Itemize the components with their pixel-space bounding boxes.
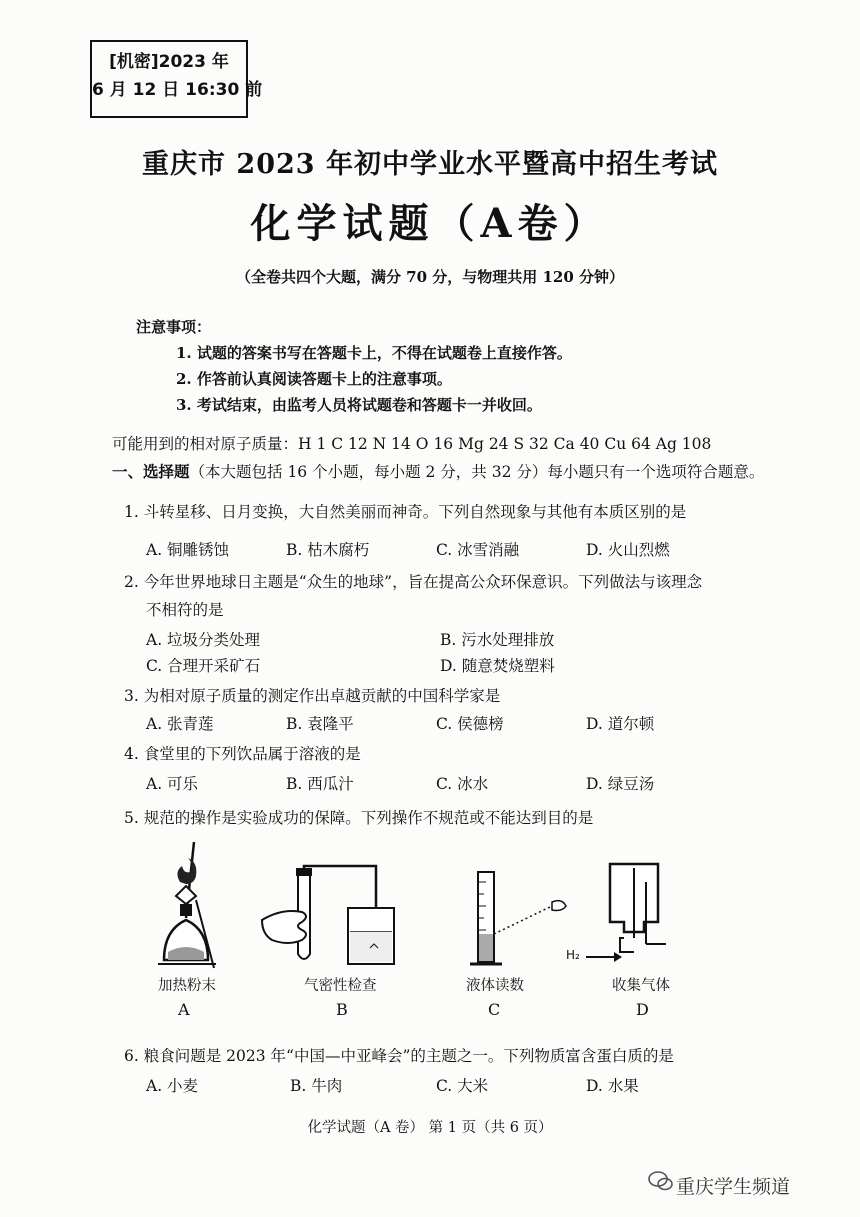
option: C. 合理开采矿石 — [146, 657, 261, 675]
alcohol-lamp-figure — [150, 840, 230, 980]
option: B. 西瓜汁 — [286, 775, 354, 793]
option: C. 侯德榜 — [436, 715, 504, 733]
question-2-cont: 不相符的是 — [146, 601, 224, 619]
figure-letter: D — [636, 1000, 649, 1019]
airtight-check-figure — [258, 858, 398, 970]
option: B. 牛肉 — [290, 1077, 343, 1095]
stamp-line-2: 6 月 12 日 16:30 前 — [92, 80, 263, 100]
option: B. 枯木腐朽 — [286, 541, 370, 559]
notice-heading: 注意事项： — [136, 318, 212, 336]
option: D. 绿豆汤 — [586, 775, 655, 793]
question-6: 6. 粮食问题是 2023 年“中国—中亚峰会”的主题之一。下列物质富含蛋白质的是 — [124, 1047, 674, 1065]
figure-letter: A — [178, 1000, 190, 1019]
option: B. 袁隆平 — [286, 715, 354, 733]
section-heading — [112, 460, 764, 482]
question-4: 4. 食堂里的下列饮品属于溶液的是 — [124, 745, 361, 763]
option: D. 道尔顿 — [586, 715, 655, 733]
option: D. 水果 — [586, 1077, 639, 1095]
stamp-line-1: [机密]2023 年 — [109, 52, 229, 72]
option: B. 污水处理排放 — [440, 631, 555, 649]
option: D. 随意焚烧塑料 — [440, 657, 555, 675]
wechat-icon — [648, 1170, 674, 1192]
notice-item: 2. 作答前认真阅读答题卡上的注意事项。 — [176, 370, 452, 388]
option: A. 小麦 — [146, 1077, 199, 1095]
exam-title: 重庆市 2023 年初中学业水平暨高中招生考试 — [142, 149, 718, 180]
option: D. 火山烈燃 — [586, 541, 670, 559]
figure-letter: B — [336, 1000, 348, 1019]
question-5: 5. 规范的操作是实验成功的保障。下列操作不规范或不能达到目的是 — [124, 809, 594, 827]
question-3: 3. 为相对原子质量的测定作出卓越贡献的中国科学家是 — [124, 687, 501, 705]
question-1: 1. 斗转星移、日月变换，大自然美丽而神奇。下列自然现象与其他有本质区别的是 — [124, 503, 687, 521]
section-desc: （本大题包括 16 个小题，每小题 2 分，共 32 分）每小题只有一个选项符合题意。 — [189, 463, 765, 481]
figure-caption: 收集气体 — [612, 978, 670, 994]
option: A. 垃圾分类处理 — [146, 631, 261, 649]
subject-title: 化学试题（A卷） — [250, 200, 610, 247]
confidential-stamp — [90, 40, 263, 118]
question-2: 2. 今年世界地球日主题是“众生的地球”，旨在提高公众环保意识。下列做法与该理念 — [124, 573, 703, 591]
option: A. 铜雕锈蚀 — [146, 541, 230, 559]
notice-item: 1. 试题的答案书写在答题卡上，不得在试题卷上直接作答。 — [176, 344, 572, 362]
option: C. 冰雪消融 — [436, 541, 520, 559]
page-footer: 化学试题（A 卷） 第 1 页（共 6 页） — [307, 1120, 553, 1136]
option: A. 可乐 — [146, 775, 199, 793]
watermark-text: 重庆学生频道 — [676, 1176, 791, 1198]
figure-caption: 加热粉末 — [158, 978, 216, 994]
figure-caption: 气密性检查 — [304, 978, 377, 994]
section-title: 一、选择题 — [112, 462, 190, 481]
figure-caption: 液体读数 — [466, 978, 524, 994]
option: A. 张青莲 — [146, 715, 214, 733]
h2-label: H₂ — [566, 948, 580, 962]
exam-scope: （全卷共四个大题，满分 70 分，与物理共用 120 分钟） — [235, 268, 625, 286]
notice-item: 3. 考试结束，由监考人员将试题卷和答题卡一并收回。 — [176, 396, 542, 414]
option: C. 冰水 — [436, 775, 489, 793]
arrow-right-icon — [586, 950, 622, 964]
atomic-masses: 可能用到的相对原子质量：H 1 C 12 N 14 O 16 Mg 24 S 32 Ca 40 Cu 64 Ag 108 — [112, 435, 712, 453]
option: C. 大米 — [436, 1077, 489, 1095]
figure-letter: C — [488, 1000, 501, 1019]
graduated-cylinder-figure — [460, 868, 570, 972]
